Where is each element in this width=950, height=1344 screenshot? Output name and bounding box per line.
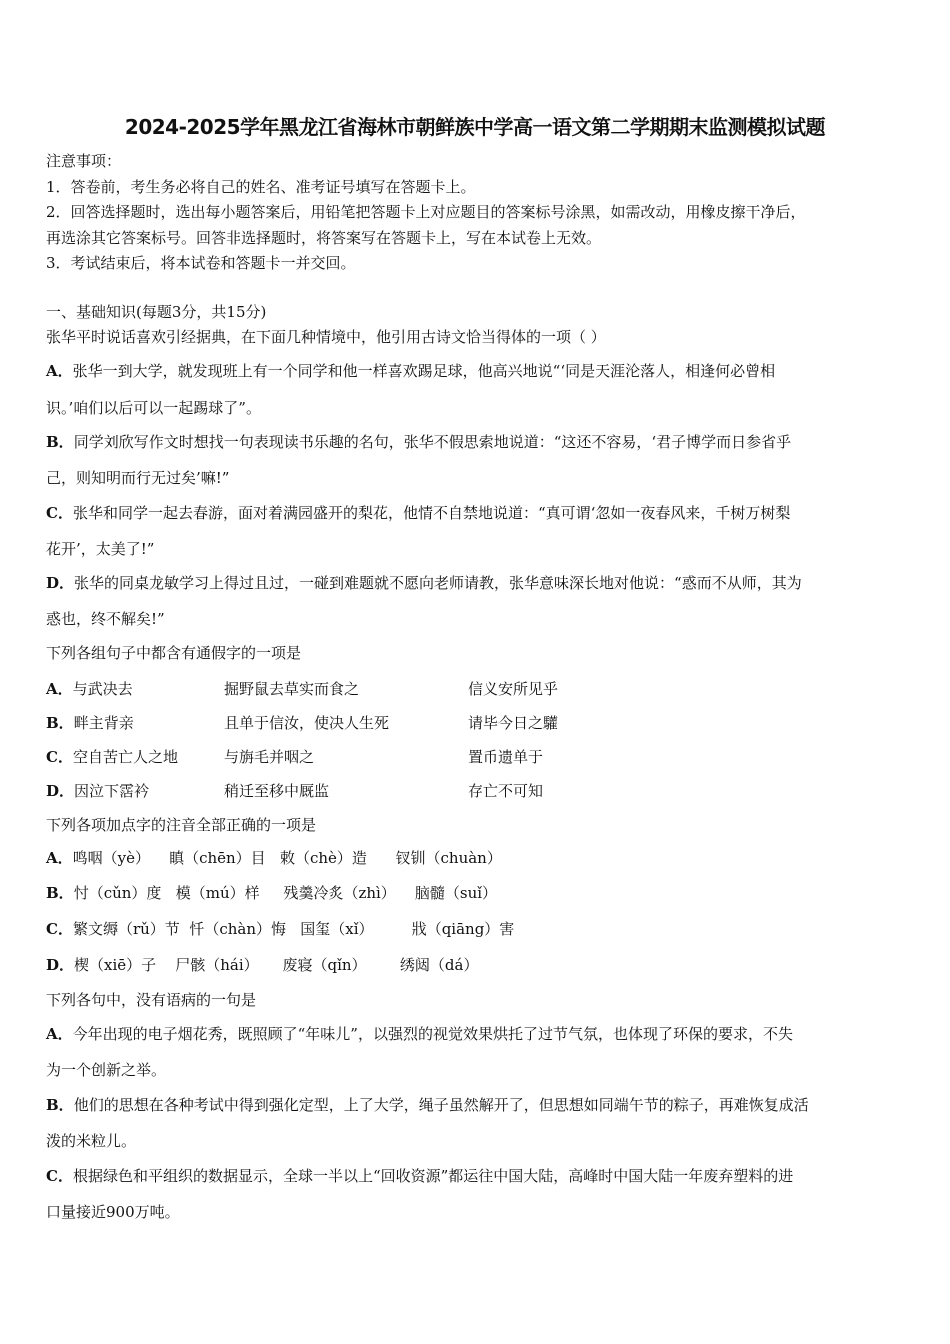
notice-item: 再选涂其它答案标号。回答非选择题时，将答案写在答题卡上，写在本试卷上无效。 (46, 229, 602, 247)
q1-option-a (46, 361, 775, 381)
option-text: 忖（cǔn）度 模（mú）样 残羹冷炙（zhì） 脑髓（suǐ） (73, 884, 498, 902)
option-col1: 空自苦亡人之地 (72, 748, 178, 766)
q1-option-d (46, 573, 802, 593)
q2-option-a (46, 679, 896, 699)
option-col2: 与旃毛并咽之 (224, 748, 315, 766)
q3-option-a (46, 848, 502, 868)
q4-option-b (46, 1095, 809, 1115)
option-text: 张华一到大学，就发现班上有一个同学和他一样喜欢踢足球，他高兴地说“‘同是天涯沦落人，相逢何必曾相 (72, 362, 776, 380)
option-text-continued: 识。’咱们以后可以一起踢球了”。 (46, 399, 261, 417)
q3-option-c (46, 919, 514, 939)
option-label: A． (46, 1025, 73, 1043)
option-col3: 置币遗单于 (468, 748, 544, 766)
option-text-continued: 惑也，终不解矣!” (46, 610, 165, 628)
option-col3: 信义安所见乎 (468, 680, 559, 698)
option-text: 根据绿色和平组织的数据显示，全球一半以上“回收资源”都运往中国大陆，高峰时中国大陆一年废弃塑料的进 (72, 1167, 794, 1185)
option-label: A． (46, 849, 73, 867)
option-text-continued: 为一个创新之举。 (46, 1061, 167, 1079)
option-label: A． (46, 680, 73, 698)
option-col2: 掘野鼠去草实而食之 (224, 680, 360, 698)
option-text: 他们的思想在各种考试中得到强化定型，上了大学，绳子虽然解开了，但思想如同端午节的粽子，再难恢复成活 (73, 1096, 809, 1114)
option-col3: 存亡不可知 (468, 782, 544, 800)
option-col3: 请毕今日之驩 (468, 714, 559, 732)
q1-option-c (46, 503, 790, 523)
option-text-continued: 泼的米粒儿。 (46, 1132, 137, 1150)
q1-option-b (46, 432, 791, 452)
q2-option-b (46, 713, 896, 733)
option-label: D． (46, 956, 75, 974)
notice-heading: 注意事项： (46, 152, 122, 170)
option-text-continued: 花开’，太美了!” (46, 540, 155, 558)
q3-option-d (46, 955, 478, 975)
question-stem: 下列各组句子中都含有通假字的一项是 (46, 644, 302, 662)
option-label: A． (46, 362, 73, 380)
q3-option-b (46, 883, 497, 903)
option-label: B． (46, 1096, 74, 1114)
q4-option-a (46, 1024, 793, 1044)
option-text-continued: 己，则知明而行无过矣’嘛!” (46, 469, 230, 487)
option-text: 鸣咽（yè） 瞋（chēn）目 敕（chè）造 钗钏（chuàn） (72, 849, 502, 867)
option-col1: 畔主背亲 (73, 714, 134, 732)
option-text-continued: 口量接近900万吨。 (46, 1203, 180, 1221)
notice-item: 3．考试结束后，将本试卷和答题卡一并交回。 (46, 254, 356, 272)
option-label: D． (46, 782, 75, 800)
option-text: 繁文缛（rǔ）节 忏（chàn）悔 国玺（xǐ） 戕（qiāng）害 (72, 920, 515, 938)
section-heading: 一、基础知识(每题3分，共15分) (46, 303, 267, 321)
option-label: B． (46, 714, 74, 732)
option-label: C． (46, 748, 73, 766)
option-label: C． (46, 504, 73, 522)
question-stem: 下列各项加点字的注音全部正确的一项是 (46, 816, 317, 834)
q2-option-d (46, 781, 896, 801)
page-title: 2024-2025学年黑龙江省海林市朝鲜族中学高一语文第二学期期末监测模拟试题 (124, 115, 826, 139)
notice-item: 1．答卷前，考生务必将自己的姓名、准考证号填写在答题卡上。 (46, 178, 476, 196)
option-text: 楔（xiē）子 尸骸（hái） 废寝（qǐn） 绣闼（dá） (74, 956, 479, 974)
q2-option-c (46, 747, 896, 767)
option-col2: 稍迁至移中厩监 (224, 782, 330, 800)
option-label: B． (46, 884, 74, 902)
option-text: 张华的同桌龙敏学习上得过且过，一碰到难题就不愿向老师请教，张华意味深长地对他说：“惑而不从师，其为 (74, 574, 802, 592)
q4-option-c (46, 1166, 793, 1186)
option-label: C． (46, 920, 73, 938)
notice-item: 2．回答选择题时，选出每小题答案后，用铅笔把答题卡上对应题目的答案标号涂黑，如需改动，用橡皮擦干净后， (46, 203, 806, 221)
question-stem: 张华平时说话喜欢引经据典，在下面几种情境中，他引用古诗文恰当得体的一项（ ） (46, 328, 606, 346)
option-col1: 因泣下霑衿 (74, 782, 150, 800)
option-label: D． (46, 574, 75, 592)
question-stem: 下列各句中，没有语病的一句是 (46, 991, 257, 1009)
option-col2: 且单于信汝，使决人生死 (224, 714, 390, 732)
option-label: B． (46, 433, 74, 451)
option-text: 同学刘欣写作文时想找一句表现读书乐趣的名句，张华不假思索地说道：“这还不容易，‘君子博学而日参省乎 (73, 433, 792, 451)
option-col1: 与武决去 (72, 680, 133, 698)
option-text: 今年出现的电子烟花秀，既照顾了“年味儿”，以强烈的视觉效果烘托了过节气氛，也体现了环保的要求，不失 (72, 1025, 793, 1043)
option-text: 张华和同学一起去春游，面对着满园盛开的梨花，他情不自禁地说道：“真可谓‘忽如一夜春风来，千树万树梨 (72, 504, 791, 522)
option-label: C． (46, 1167, 73, 1185)
